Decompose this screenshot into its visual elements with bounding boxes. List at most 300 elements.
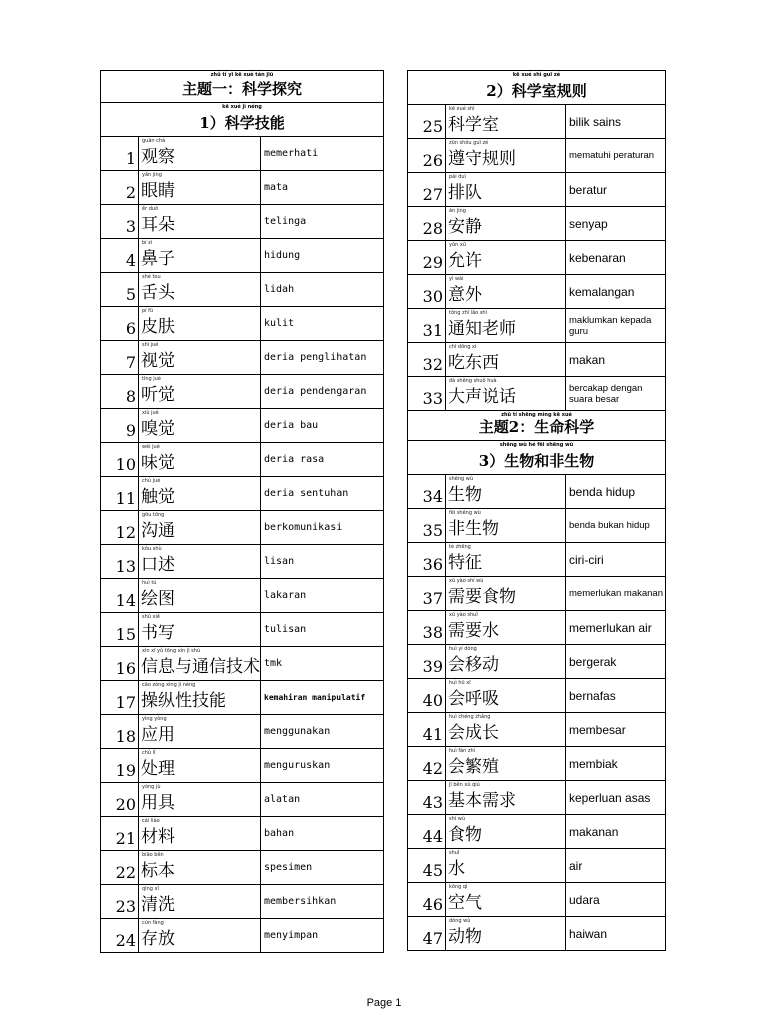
term-number: 6	[101, 307, 139, 340]
term-pinyin: kōng qì	[449, 884, 468, 890]
chinese-term-cell	[446, 475, 566, 508]
term-number: 36	[408, 543, 446, 576]
chinese-term: 非生物	[448, 519, 499, 539]
term-pinyin: cún fàng	[142, 920, 164, 926]
section-3-title: 3）生物和非生物	[478, 452, 595, 470]
chinese-term-cell	[446, 105, 566, 138]
vocab-row	[101, 409, 383, 443]
malay-translation: bernafas	[569, 688, 616, 703]
chinese-term-cell	[139, 545, 261, 578]
vocab-row	[101, 511, 383, 545]
chinese-term-cell	[446, 611, 566, 644]
section-3-pinyin: shēng wù hé fēi shēng wù	[499, 442, 574, 448]
chinese-term-cell	[139, 647, 261, 680]
malay-translation: telinga	[264, 216, 307, 227]
chinese-term: 意外	[448, 285, 482, 305]
term-pinyin: gōu tōng	[142, 512, 165, 518]
chinese-term-cell	[446, 883, 566, 916]
chinese-term-cell	[446, 509, 566, 542]
vocab-table-left	[100, 70, 384, 953]
term-pinyin: yì wài	[449, 276, 464, 282]
term-pinyin: jī běn xū qiú	[449, 782, 480, 788]
term-number: 45	[408, 849, 446, 882]
term-pinyin: yǎn jing	[142, 172, 162, 178]
vocab-row	[101, 443, 383, 477]
vocab-row	[101, 375, 383, 409]
vocab-row	[408, 917, 665, 951]
malay-translation: ciri-ciri	[569, 552, 604, 567]
term-number: 37	[408, 577, 446, 610]
chinese-term-cell	[139, 205, 261, 238]
vocab-row	[408, 343, 665, 377]
vocab-row	[101, 681, 383, 715]
vocab-row	[408, 713, 665, 747]
section-2-title: 2）科学室规则	[486, 82, 587, 100]
term-pinyin: cái liào	[142, 818, 160, 824]
malay-translation: menguruskan	[264, 760, 331, 771]
chinese-term-cell	[446, 207, 566, 240]
chinese-term: 嗅觉	[141, 419, 175, 439]
chinese-term-cell	[446, 849, 566, 882]
chinese-term-cell	[139, 273, 261, 306]
term-pinyin: pái duì	[449, 174, 466, 180]
vocab-rows-left	[101, 137, 383, 953]
term-number: 12	[101, 511, 139, 544]
term-number: 27	[408, 173, 446, 206]
term-pinyin: dòng wù	[449, 918, 471, 924]
vocab-row	[101, 137, 383, 171]
vocab-row	[101, 817, 383, 851]
chinese-term-cell	[139, 511, 261, 544]
malay-translation: deria sentuhan	[264, 488, 349, 499]
term-pinyin: qīng xǐ	[142, 886, 159, 892]
term-number: 38	[408, 611, 446, 644]
malay-translation: membiak	[569, 756, 618, 771]
chinese-term-cell	[446, 241, 566, 274]
vocab-row	[101, 239, 383, 273]
term-pinyin: xìn xī yǔ tōng xìn jì shù	[142, 648, 201, 654]
malay-translation: deria pendengaran	[264, 386, 367, 397]
term-number: 18	[101, 715, 139, 748]
malay-translation: benda bukan hidup	[569, 520, 650, 531]
term-pinyin: xiù jué	[142, 410, 159, 416]
chinese-term: 会移动	[448, 655, 499, 675]
term-number: 39	[408, 645, 446, 678]
section-1-pinyin: kē xué jì néng	[222, 104, 262, 110]
term-pinyin: huì tú	[142, 580, 157, 586]
chinese-term: 动物	[448, 927, 482, 947]
malay-translation: bilik sains	[569, 114, 622, 129]
chinese-term: 需要食物	[448, 587, 516, 607]
chinese-term-cell	[139, 749, 261, 782]
vocab-row	[101, 647, 383, 681]
vocab-row	[408, 309, 665, 343]
term-pinyin: wèi jué	[142, 444, 160, 450]
term-number: 31	[408, 309, 446, 342]
vocab-row	[408, 377, 665, 411]
malay-translation: membesar	[569, 722, 626, 737]
malay-translation: membersihkan	[264, 896, 337, 907]
vocab-row	[101, 341, 383, 375]
term-number: 40	[408, 679, 446, 712]
vocab-row	[101, 851, 383, 885]
chinese-term-cell	[446, 679, 566, 712]
chinese-term: 应用	[141, 725, 175, 745]
vocab-row	[408, 611, 665, 645]
term-pinyin: huì fán zhí	[449, 748, 476, 754]
term-pinyin: tè zhēng	[449, 544, 471, 550]
chinese-term: 食物	[448, 825, 482, 845]
term-pinyin: ěr duǒ	[142, 206, 159, 212]
chinese-term: 存放	[141, 929, 175, 949]
malay-translation: beratur	[569, 182, 608, 197]
malay-translation: kemalangan	[569, 284, 635, 299]
malay-translation: maklumkan kepada guru	[569, 314, 652, 337]
chinese-term: 生物	[448, 485, 482, 505]
vocab-rows-section-2	[408, 105, 665, 411]
chinese-term: 信息与通信技术	[141, 657, 260, 677]
chinese-term-cell	[139, 171, 261, 204]
term-number: 7	[101, 341, 139, 374]
vocab-row	[408, 781, 665, 815]
term-pinyin: bí zi	[142, 240, 153, 246]
malay-translation: lakaran	[264, 590, 307, 601]
chinese-term-cell	[139, 885, 261, 918]
term-number: 2	[101, 171, 139, 204]
chinese-term: 口述	[141, 555, 175, 575]
term-pinyin: chǔ lǐ	[142, 750, 156, 756]
chinese-term: 通知老师	[448, 319, 516, 339]
term-pinyin: yòng jù	[142, 784, 161, 790]
chinese-term-cell	[139, 409, 261, 442]
malay-translation: memerhati	[264, 148, 319, 159]
chinese-term-cell	[446, 275, 566, 308]
malay-translation: mematuhi peraturan	[569, 150, 655, 161]
term-pinyin: ān jìng	[449, 208, 466, 214]
chinese-term: 科学室	[448, 115, 499, 135]
malay-translation: senyap	[569, 216, 608, 231]
chinese-term: 水	[448, 859, 465, 879]
chinese-term-cell	[139, 579, 261, 612]
term-pinyin: shuǐ	[449, 850, 460, 856]
chinese-term-cell	[139, 715, 261, 748]
vocab-row	[408, 747, 665, 781]
vocab-row	[101, 749, 383, 783]
term-pinyin: xū yào shí wù	[449, 578, 484, 584]
malay-translation: deria bau	[264, 420, 319, 431]
malay-translation: keperluan asas	[569, 790, 651, 805]
term-number: 46	[408, 883, 446, 916]
term-number: 30	[408, 275, 446, 308]
chinese-term: 会呼吸	[448, 689, 499, 709]
chinese-term: 清洗	[141, 895, 175, 915]
vocab-row	[101, 545, 383, 579]
chinese-term: 空气	[448, 893, 482, 913]
chinese-term-cell	[446, 713, 566, 746]
vocab-row	[408, 241, 665, 275]
term-pinyin: huì hū xī	[449, 680, 471, 686]
vocab-row	[408, 849, 665, 883]
chinese-term: 吃东西	[448, 353, 499, 373]
chinese-term-cell	[139, 919, 261, 952]
term-pinyin: xū yào shuǐ	[449, 612, 478, 618]
malay-translation: kemahiran manipulatif	[264, 693, 366, 702]
chinese-term: 观察	[141, 147, 175, 167]
malay-translation: deria rasa	[264, 454, 325, 465]
term-number: 5	[101, 273, 139, 306]
term-number: 21	[101, 817, 139, 850]
malay-translation: kebenaran	[569, 250, 626, 265]
chinese-term: 耳朵	[141, 215, 175, 235]
malay-translation: berkomunikasi	[264, 522, 343, 533]
theme-2-title: 主题2：生命科学	[478, 418, 595, 436]
chinese-term: 味觉	[141, 453, 175, 473]
chinese-term-cell	[446, 781, 566, 814]
term-number: 34	[408, 475, 446, 508]
malay-translation: makan	[569, 352, 606, 367]
term-number: 8	[101, 375, 139, 408]
vocab-row	[101, 273, 383, 307]
theme-2-header	[408, 411, 665, 441]
chinese-term: 处理	[141, 759, 175, 779]
term-number: 41	[408, 713, 446, 746]
term-number: 22	[101, 851, 139, 884]
vocab-row	[408, 173, 665, 207]
malay-translation: air	[569, 858, 583, 873]
chinese-term: 材料	[141, 827, 175, 847]
chinese-term-cell	[446, 747, 566, 780]
term-pinyin: shí wù	[449, 816, 466, 822]
term-number: 26	[408, 139, 446, 172]
term-pinyin: shé tou	[142, 274, 161, 280]
chinese-term-cell	[139, 783, 261, 816]
vocab-row	[101, 205, 383, 239]
chinese-term-cell	[139, 375, 261, 408]
chinese-term-cell	[139, 817, 261, 850]
term-pinyin: shū xiě	[142, 614, 160, 620]
malay-translation: spesimen	[264, 862, 313, 873]
term-number: 23	[101, 885, 139, 918]
term-number: 11	[101, 477, 139, 510]
malay-translation: memerlukan air	[569, 620, 652, 635]
chinese-term: 需要水	[448, 621, 499, 641]
chinese-term-cell	[139, 307, 261, 340]
term-number: 3	[101, 205, 139, 238]
term-number: 33	[408, 377, 446, 410]
vocab-table-right	[407, 70, 666, 951]
term-pinyin: yìng yòng	[142, 716, 167, 722]
term-pinyin: biāo běn	[142, 852, 164, 858]
vocab-row	[408, 139, 665, 173]
term-number: 25	[408, 105, 446, 138]
term-pinyin: kē xué shì	[449, 106, 475, 112]
chinese-term-cell	[139, 477, 261, 510]
chinese-term: 安静	[448, 217, 482, 237]
chinese-term: 操纵性技能	[141, 691, 226, 711]
term-number: 42	[408, 747, 446, 780]
chinese-term-cell	[446, 543, 566, 576]
term-number: 43	[408, 781, 446, 814]
term-pinyin: huì chéng zhǎng	[449, 714, 491, 720]
term-number: 24	[101, 919, 139, 952]
term-number: 17	[101, 681, 139, 714]
chinese-term: 标本	[141, 861, 175, 881]
chinese-term-cell	[446, 173, 566, 206]
term-pinyin: yǔn xǔ	[449, 242, 467, 248]
vocab-row	[408, 645, 665, 679]
section-1-header	[101, 103, 383, 137]
chinese-term-cell	[446, 577, 566, 610]
section-2-header	[408, 71, 665, 105]
vocab-row	[408, 815, 665, 849]
malay-translation: mata	[264, 182, 289, 193]
term-pinyin: zūn shǒu guī zé	[449, 140, 489, 146]
theme-2-pinyin: zhǔ tí shēng mìng kē xué	[501, 412, 572, 418]
chinese-term-cell	[446, 343, 566, 376]
term-number: 16	[101, 647, 139, 680]
term-pinyin: chī dōng xi	[449, 344, 477, 350]
term-number: 47	[408, 917, 446, 950]
term-number: 20	[101, 783, 139, 816]
malay-translation: lisan	[264, 556, 295, 567]
term-number: 32	[408, 343, 446, 376]
section-2-pinyin: kē xué shì guī zé	[512, 72, 561, 78]
chinese-term-cell	[139, 681, 261, 714]
term-number: 14	[101, 579, 139, 612]
chinese-term: 大声说话	[448, 387, 516, 407]
chinese-term-cell	[446, 815, 566, 848]
theme-1-title: 主题一：科学探究	[181, 80, 302, 98]
malay-translation: udara	[569, 892, 600, 907]
term-pinyin: kǒu shù	[142, 546, 162, 552]
vocab-row	[408, 543, 665, 577]
malay-translation: lidah	[264, 284, 295, 295]
malay-translation: kulit	[264, 318, 295, 329]
chinese-term: 会成长	[448, 723, 499, 743]
chinese-term-cell	[446, 139, 566, 172]
malay-translation: alatan	[264, 794, 301, 805]
chinese-term: 听觉	[141, 385, 175, 405]
vocab-row	[408, 883, 665, 917]
malay-translation: bahan	[264, 828, 295, 839]
malay-translation: haiwan	[569, 926, 608, 941]
vocab-rows-section-3	[408, 475, 665, 951]
term-pinyin: shì jué	[142, 342, 159, 348]
term-number: 15	[101, 613, 139, 646]
chinese-term: 基本需求	[448, 791, 516, 811]
term-number: 19	[101, 749, 139, 782]
theme-1-pinyin: zhǔ tí yī kē xué tàn jiū	[210, 72, 274, 78]
vocab-row	[101, 477, 383, 511]
malay-translation: hidung	[264, 250, 301, 261]
chinese-term: 排队	[448, 183, 482, 203]
malay-translation: bergerak	[569, 654, 617, 669]
malay-translation: deria penglihatan	[264, 352, 367, 363]
malay-translation: bercakap dengan suara besar	[569, 382, 643, 405]
vocab-row	[101, 579, 383, 613]
term-pinyin: tīng jué	[142, 376, 161, 382]
vocab-row	[101, 613, 383, 647]
chinese-term: 特征	[448, 553, 482, 573]
chinese-term: 绘图	[141, 589, 175, 609]
chinese-term: 允许	[448, 251, 482, 271]
vocab-row	[408, 207, 665, 241]
term-number: 1	[101, 137, 139, 170]
vocab-row	[408, 509, 665, 543]
term-pinyin: fēi shēng wù	[449, 510, 481, 516]
term-pinyin: guān chá	[142, 138, 166, 144]
malay-translation: benda hidup	[569, 484, 636, 499]
term-pinyin: tōng zhī lǎo shī	[449, 310, 487, 316]
chinese-term: 皮肤	[141, 317, 175, 337]
chinese-term: 沟通	[141, 521, 175, 541]
chinese-term: 会繁殖	[448, 757, 499, 777]
chinese-term: 遵守规则	[448, 149, 516, 169]
term-number: 13	[101, 545, 139, 578]
vocab-row	[408, 577, 665, 611]
malay-translation: makanan	[569, 824, 619, 839]
chinese-term-cell	[139, 443, 261, 476]
term-number: 10	[101, 443, 139, 476]
chinese-term: 视觉	[141, 351, 175, 371]
vocab-row	[408, 105, 665, 139]
vocab-row	[101, 919, 383, 953]
term-pinyin: pí fū	[142, 308, 154, 314]
chinese-term-cell	[139, 239, 261, 272]
term-pinyin: chù jué	[142, 478, 161, 484]
malay-translation: menggunakan	[264, 726, 331, 737]
malay-translation: tulisan	[264, 624, 307, 635]
term-number: 29	[408, 241, 446, 274]
malay-translation: tmk	[264, 658, 283, 669]
vocab-row	[408, 679, 665, 713]
section-1-title: 1）科学技能	[199, 114, 285, 132]
vocab-row	[101, 307, 383, 341]
section-3-header	[408, 441, 665, 475]
page-number: Page 1	[366, 997, 402, 1009]
chinese-term-cell	[446, 917, 566, 950]
malay-translation: menyimpan	[264, 930, 319, 941]
malay-translation: memerlukan makanan	[569, 588, 663, 599]
chinese-term-cell	[446, 309, 566, 342]
theme-1-header	[101, 71, 383, 103]
vocab-row	[101, 171, 383, 205]
chinese-term-cell	[446, 645, 566, 678]
term-number: 4	[101, 239, 139, 272]
term-number: 35	[408, 509, 446, 542]
chinese-term: 鼻子	[141, 249, 175, 269]
chinese-term-cell	[139, 137, 261, 170]
term-pinyin: cāo zòng xìng jì néng	[142, 682, 196, 688]
chinese-term: 舌头	[141, 283, 175, 303]
term-number: 44	[408, 815, 446, 848]
vocab-row	[408, 275, 665, 309]
chinese-term-cell	[139, 851, 261, 884]
chinese-term-cell	[139, 613, 261, 646]
term-pinyin: huì yí dòng	[449, 646, 477, 652]
vocab-row	[101, 783, 383, 817]
vocab-row	[408, 475, 665, 509]
term-pinyin: dà shēng shuō huà	[449, 378, 497, 384]
chinese-term: 眼睛	[141, 181, 175, 201]
chinese-term: 书写	[141, 623, 175, 643]
chinese-term-cell	[139, 341, 261, 374]
chinese-term-cell	[446, 377, 566, 410]
vocab-row	[101, 885, 383, 919]
term-number: 9	[101, 409, 139, 442]
term-number: 28	[408, 207, 446, 240]
chinese-term: 触觉	[141, 487, 175, 507]
